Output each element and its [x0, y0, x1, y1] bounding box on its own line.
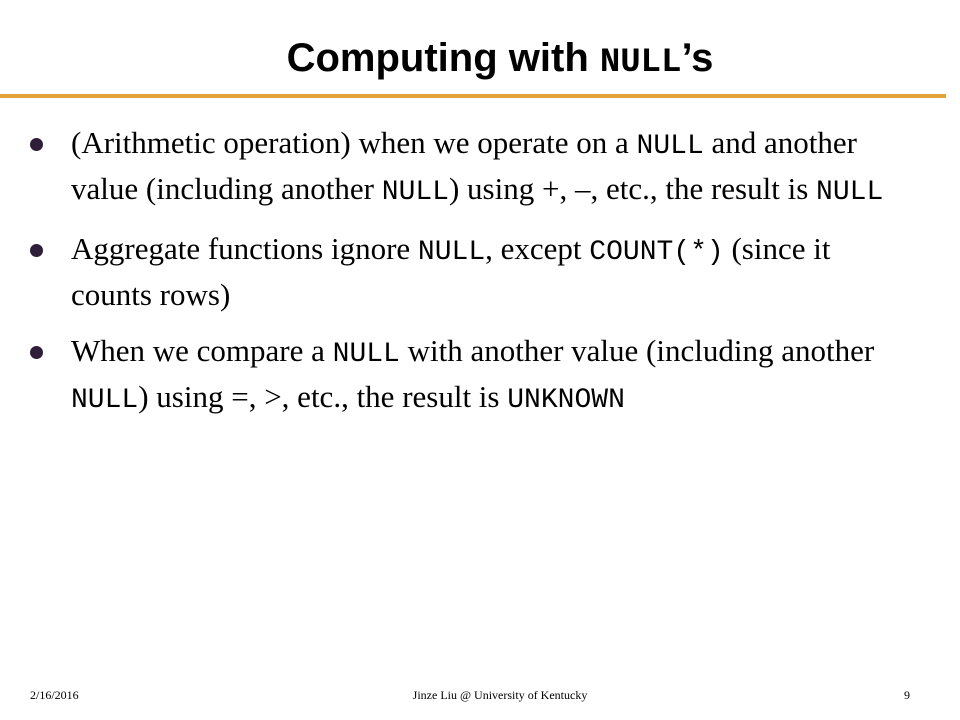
bullet-code: NULL [381, 177, 449, 208]
footer-date: 2/16/2016 [30, 688, 79, 702]
bullet-text: with another value (including another [399, 333, 875, 368]
bullet-dot-icon [30, 244, 43, 257]
slide-title-code: NULL [599, 44, 682, 82]
bullet-code: NULL [71, 385, 139, 416]
bullet-text: , except [485, 231, 590, 266]
bullet-text: Aggregate functions ignore [71, 231, 418, 266]
bullet-text: (since it counts rows) [71, 231, 831, 312]
bullet-code: NULL [332, 339, 400, 370]
bullet-code: NULL [636, 131, 704, 162]
bullet-code: NULL [816, 177, 884, 208]
bullet-item-compare [30, 330, 910, 422]
bullet-text: ) using +, –, etc., the result is [448, 171, 817, 206]
bullet-item-arithmetic [30, 122, 910, 214]
bullet-dot-icon [30, 346, 43, 359]
bullet-dot-icon [30, 138, 43, 151]
title-underline [0, 94, 946, 98]
bullet-code: UNKNOWN [507, 385, 625, 416]
bullet-item-aggregate [30, 228, 910, 316]
bullet-text: and another value (including another [71, 125, 857, 206]
footer-page-number: 9 [904, 688, 910, 702]
bullet-text: ) using =, >, etc., the result is [138, 379, 508, 414]
bullet-list [30, 122, 910, 436]
bullet-code: NULL [417, 237, 486, 268]
slide-title-text: Computing with [286, 36, 600, 80]
bullet-text: (Arithmetic operation) when we operate on a [71, 125, 637, 160]
slide-title [0, 36, 960, 82]
slide-title-suffix: ’s [681, 36, 714, 80]
footer-author: Jinze Liu @ University of Kentucky [412, 688, 588, 702]
bullet-text: When we compare a [71, 333, 333, 368]
bullet-code: COUNT(*) [589, 237, 724, 268]
